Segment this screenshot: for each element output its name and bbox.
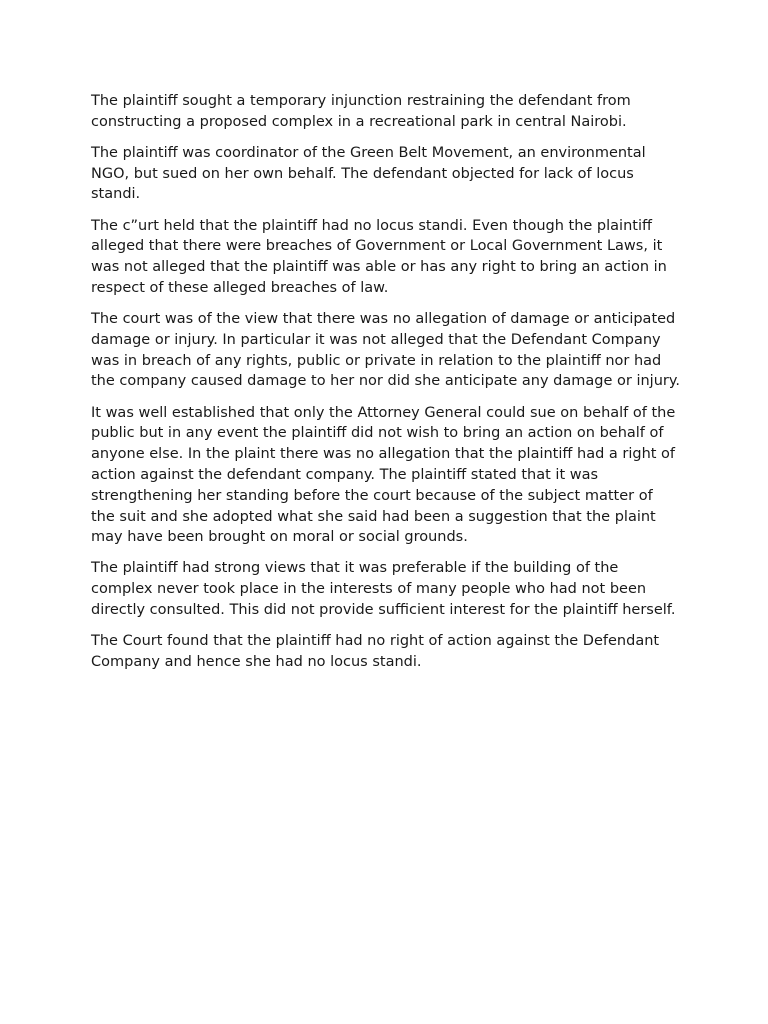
paragraph-conclusion: The Court found that the plaintiff had no right of action against the Defendant Company and hence she had no locus standi. [91,633,660,670]
paragraph-strong-views: The plaintiff had strong views that it was preferable if the building of the complex never took place in the interests of many people who had not been directly consulted. This did not provide sufficient interest for the plaintiff herself. [91,560,676,619]
paragraph-attorney-general: It was well established that only the Attorney General could sue on behalf of the public but in any event the plaintiff did not wish to bring an action on behalf of anyone else. In the plaint there was no allegation that the plaintiff had a right of action against the defendant company. The plaintiff stated that it was strengthening her standing before the court because of the subject matter of the suit and she adopted what she said had been a suggestion that the plaint may have been brought on moral or social grounds. [91,404,676,546]
paragraph-court-held: The c”urt held that the plaintiff had no locus standi. Even though the plaintiff alleged that there were breaches of Government or Local Government Laws, it was not alleged that the plaintiff was able or has any right to bring an action in respect of these alleged breaches of law. [91,217,667,296]
paragraph-plaintiff-role: The plaintiff was coordinator of the Green Belt Movement, an environmental NGO, but sued on her own behalf. The defendant objected for lack of locus standi. [91,144,646,203]
document-body [91,91,681,683]
paragraph-injunction-sought: The plaintiff sought a temporary injunction restraining the defendant from constructing a proposed complex in a recreational park in central Nairobi. [91,93,631,130]
paragraph-no-damage: The court was of the view that there was no allegation of damage or anticipated damage or injury. In particular it was not alleged that the Defendant Company was in breach of any rights, public or private in relation to the plaintiff nor had the company caused damage to her nor did she anticipate any damage or injury. [91,311,680,390]
